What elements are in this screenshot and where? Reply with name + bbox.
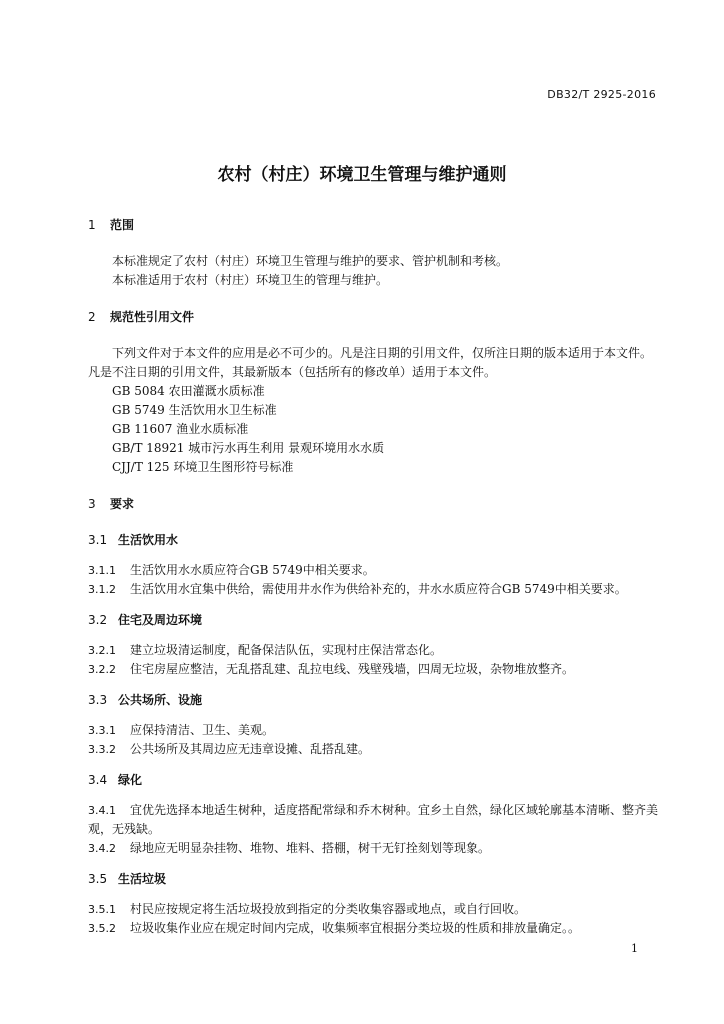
section-3-heading: [88, 495, 658, 513]
reference-item: GB/T 18921 城市污水再生利用 景观环境用水水质: [112, 441, 385, 455]
page-number: 1: [631, 942, 638, 955]
section-title: 绿化: [118, 773, 143, 787]
clause: [88, 801, 658, 839]
clause: [88, 580, 658, 599]
section-title: 范围: [110, 218, 135, 232]
section-title: 住宅及周边环境: [118, 613, 203, 627]
section-number: 1: [88, 218, 96, 232]
section-number: 3: [88, 497, 96, 511]
section-title: 生活饮用水: [118, 533, 179, 547]
clause: [88, 641, 658, 660]
clause: [88, 721, 658, 740]
clause-number: 3.5.2: [88, 922, 116, 935]
section-number: 3.5: [88, 872, 108, 886]
subsection-3-3-heading: [88, 691, 658, 709]
clause-number: 3.5.1: [88, 903, 116, 916]
clause-text: 建立垃圾清运制度，配备保洁队伍，实现村庄保洁常态化。: [130, 643, 443, 657]
clause-number: 3.1.1: [88, 564, 116, 577]
clause: [88, 919, 658, 938]
subsection-3-4-heading: [88, 771, 658, 789]
clause-text: 绿地应无明显杂挂物、堆物、堆料、搭棚，树干无钉拴刻划等现象。: [130, 841, 491, 855]
reference-item: GB 5084 农田灌溉水质标准: [112, 384, 265, 398]
section-number: 3.1: [88, 533, 108, 547]
section-number: 3.3: [88, 693, 108, 707]
clause-number: 3.3.1: [88, 724, 116, 737]
section-title: 公共场所、设施: [118, 693, 203, 707]
clause-number: 3.2.2: [88, 663, 116, 676]
clause: [88, 740, 658, 759]
section-number: 2: [88, 310, 96, 324]
reference-item: GB 11607 渔业水质标准: [112, 422, 249, 436]
section-1-heading: [88, 216, 658, 234]
clause-number: 3.4.1: [88, 804, 116, 817]
reference-item: GB 5749 生活饮用水卫生标准: [112, 403, 277, 417]
clause-number: 3.2.1: [88, 644, 116, 657]
section-number: 3.2: [88, 613, 108, 627]
clause-text: 生活饮用水水质应符合GB 5749中相关要求。: [130, 563, 375, 577]
paragraph: 本标准适用于农村（村庄）环境卫生的管理与维护。: [112, 273, 389, 287]
clause: [88, 900, 658, 919]
clause: [88, 839, 658, 858]
paragraph: 下列文件对于本文件的应用是必不可少的。凡是注日期的引用文件，仅所注日期的版本适用于本文件。凡是不注日期的引用文件，其最新版本（包括所有的修改单）适用于本文件。: [88, 346, 653, 379]
subsection-3-1-heading: [88, 531, 658, 549]
clause-number: 3.4.2: [88, 842, 116, 855]
reference-item: CJJ/T 125 环境卫生图形符号标准: [112, 460, 294, 474]
clause-text: 公共场所及其周边应无违章设摊、乱搭乱建。: [130, 742, 371, 756]
clause-text: 宜优先选择本地适生树种，适度搭配常绿和乔木树种。宜乡土自然，绿化区域轮廓基本清晰、整齐美观，无残缺。: [88, 803, 659, 836]
document-body: [88, 216, 658, 938]
section-title: 要求: [110, 497, 135, 511]
clause-text: 应保持清洁、卫生、美观。: [130, 723, 275, 737]
subsection-3-5-heading: [88, 870, 658, 888]
clause-text: 村民应按规定将生活垃圾投放到指定的分类收集容器或地点，或自行回收。: [130, 902, 527, 916]
document-title: 农村（村庄）环境卫生管理与维护通则: [217, 165, 507, 185]
clause-text: 生活饮用水宜集中供给，需使用井水作为供给补充的，井水水质应符合GB 5749中相关要求。: [130, 582, 627, 596]
clause-number: 3.1.2: [88, 583, 116, 596]
document-id: DB32/T 2925-2016: [547, 88, 656, 101]
section-title: 生活垃圾: [118, 872, 167, 886]
clause-text: 住宅房屋应整洁，无乱搭乱建、乱拉电线、残壁残墙，四周无垃圾，杂物堆放整齐。: [130, 662, 575, 676]
clause: [88, 660, 658, 679]
section-title: 规范性引用文件: [110, 310, 195, 324]
clause-number: 3.3.2: [88, 743, 116, 756]
paragraph: 本标准规定了农村（村庄）环境卫生管理与维护的要求、管护机制和考核。: [112, 254, 509, 268]
section-2-heading: [88, 308, 658, 326]
clause-text: 垃圾收集作业应在规定时间内完成，收集频率宜根据分类垃圾的性质和排放量确定。。: [130, 921, 581, 935]
subsection-3-2-heading: [88, 611, 658, 629]
clause: [88, 561, 658, 580]
section-number: 3.4: [88, 773, 108, 787]
